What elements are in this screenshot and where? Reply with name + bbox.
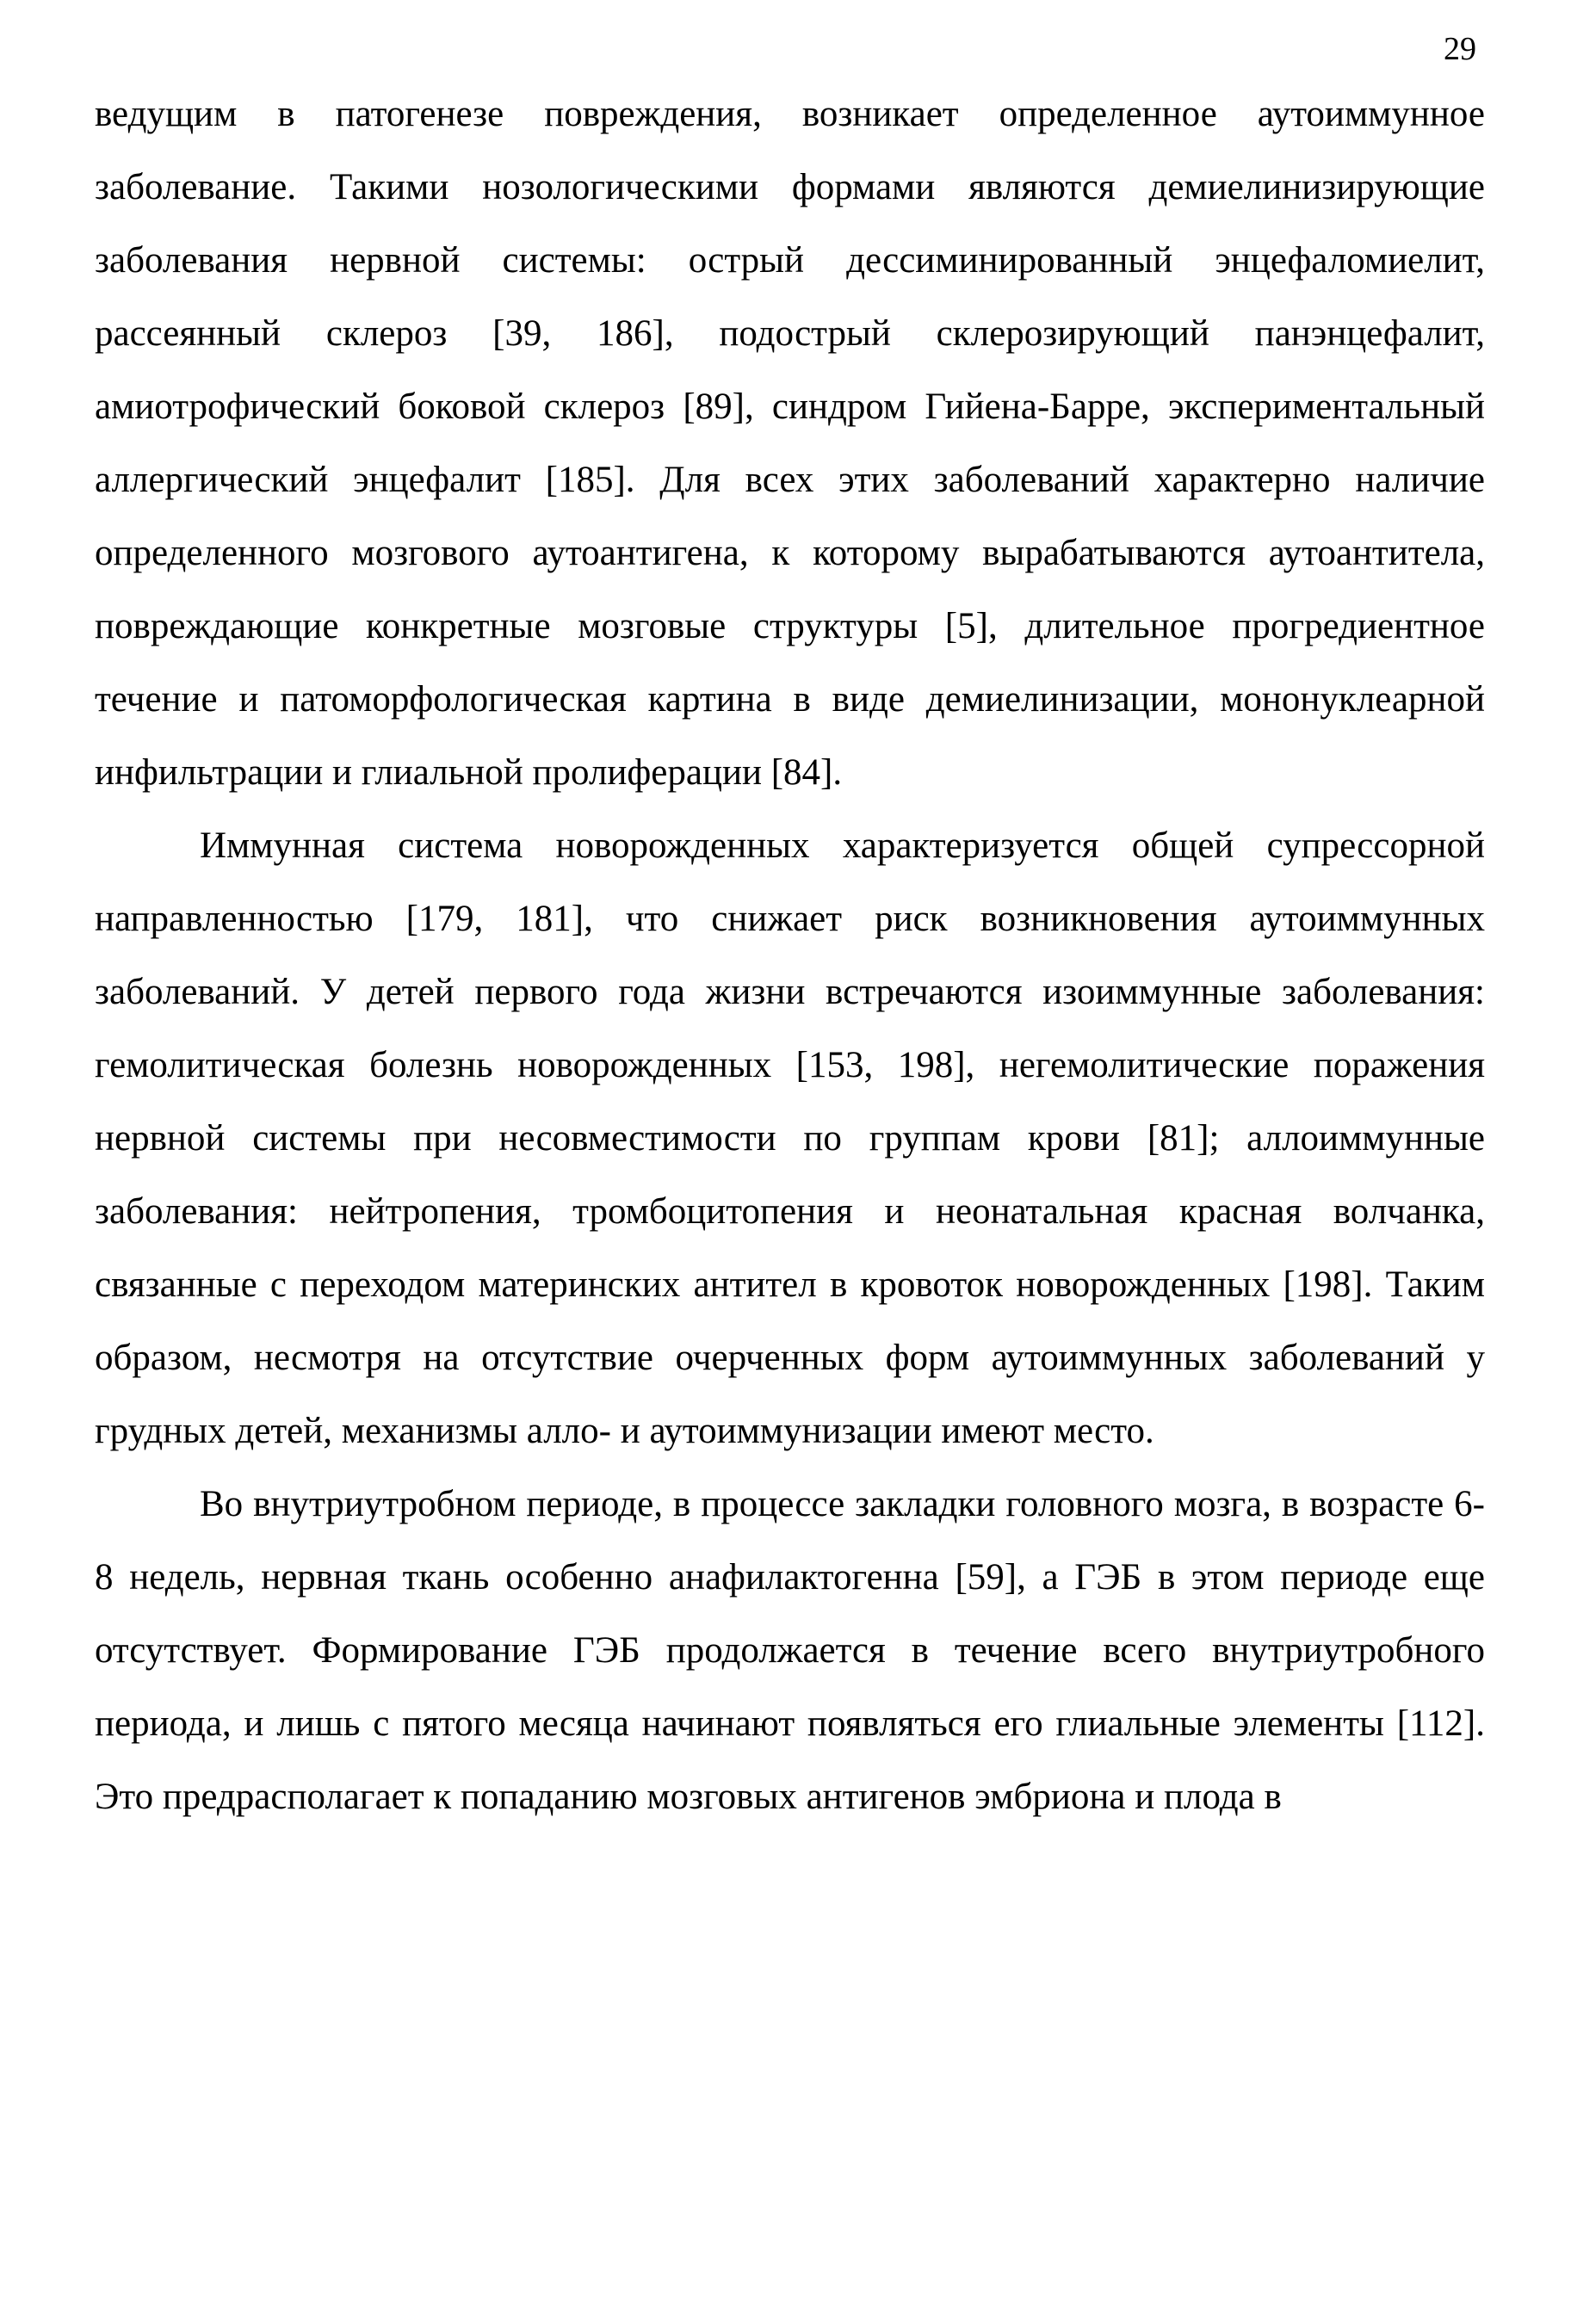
paragraph: Во внутриутробном периоде, в процессе закладки головного мозга, в возрасте 6-8 недель, нервная ткань особенно анафилактогенна [59], а ГЭБ в этом периоде еще отсутствует. Формирование ГЭБ продолжается в течение всего внутриутробного периода, и лишь с пятого месяца начинают появляться его глиальные элементы [112]. Это предрасполагает к попаданию мозговых антигенов эмбриона и плода в (95, 1484, 1485, 1817)
page-number: 29 (1444, 31, 1476, 67)
document-body (95, 77, 1485, 1833)
paragraph: Иммунная система новорожденных характеризуется общей супрессорной направленностью [179, 181], что снижает риск возникновения аутоиммунных заболеваний. У детей первого года жизни встречаются изоиммунные заболевания: гемолитическая болезнь новорожденных [153, 198], негемолитические поражения нервной системы при несовместимости по группам крови [81]; аллоиммунные заболевания: нейтропения, тромбоцитопения и неонатальная красная волчанка, связанные с переходом материнских антител в кровоток новорожденных [198]. Таким образом, несмотря на отсутствие очерченных форм аутоиммунных заболеваний у грудных детей, механизмы алло- и аутоиммунизации имеют место. (95, 825, 1485, 1451)
paragraph-continued: ведущим в патогенезе повреждения, возникает определенное аутоиммунное заболевание. Такими нозологическими формами являются демиелинизирующие заболевания нервной системы: острый дессиминированный энцефаломиелит, рассеянный склероз [39, 186], подострый склерозирующий панэнцефалит, амиотрофический боковой склероз [89], синдром Гийена-Барре, экспериментальный аллергический энцефалит [185]. Для всех этих заболеваний характерно наличие определенного мозгового аутоантигена, к которому вырабатываются аутоантитела, повреждающие конкретные мозговые структуры [5], длительное прогредиентное течение и патоморфологическая картина в виде демиелинизации, мононуклеарной инфильтрации и глиальной пролиферации [84]. (95, 94, 1485, 793)
